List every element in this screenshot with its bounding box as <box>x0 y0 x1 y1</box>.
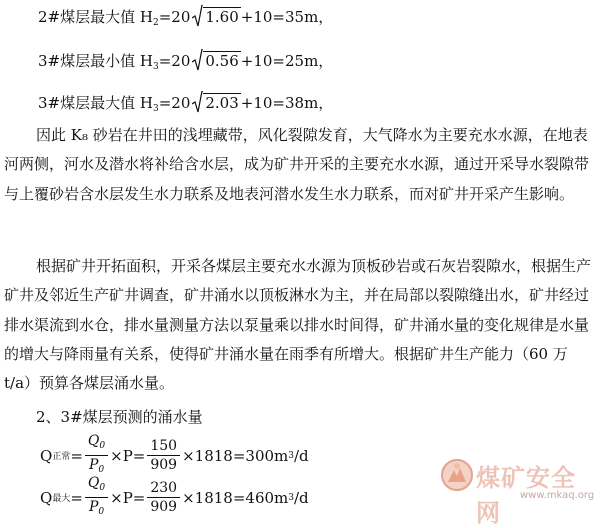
q-subscript: 正常 <box>52 452 71 462</box>
unit-superscript: 3 <box>288 450 294 461</box>
paragraph-2-text: 根据矿井开拓面积，开采各煤层主要充水水源为顶板砂岩或石灰岩裂隙水，根据生产矿井及邻近生产矿井调查，矿井涌水以顶板淋水为主，并在局部以裂隙缝出水，矿井经过排水渠流到水仓，排水量测量方法以泵量乘以排水时间得，矿井涌水量的变化规律是水量的增大与降雨量有关系，使得矿井涌水量在雨季有所增大。根据矿井生产能力（60 万 t/a）预算各煤层涌水量。 <box>4 257 592 393</box>
q-symbol: Q <box>40 488 53 507</box>
formula-line <box>38 6 333 28</box>
flow-formula-normal <box>40 432 309 479</box>
radicand: 2.03 <box>205 94 239 112</box>
sqrt <box>192 8 240 26</box>
denominator-symbol: P <box>88 457 99 473</box>
formula-rest: +10=38m， <box>240 94 334 112</box>
sqrt <box>192 52 240 70</box>
watermark-text: 煤矿安全网 <box>476 464 576 527</box>
denominator-symbol: P <box>88 499 99 515</box>
fraction-symbolic <box>85 432 108 479</box>
watermark-url: www.mkaq.org <box>520 490 595 501</box>
paragraph-1 <box>4 121 598 209</box>
unit-superscript: 3 <box>288 492 294 503</box>
times-p: ×P= <box>110 488 146 507</box>
formula-rest: +10=35m， <box>240 8 334 26</box>
formula-line <box>38 92 333 114</box>
section-heading-text: 2、3#煤层预测的涌水量 <box>36 408 203 426</box>
sqrt <box>192 94 240 112</box>
section-heading <box>36 406 203 427</box>
formula-eq: =20 <box>158 8 191 26</box>
equals: = <box>70 446 83 465</box>
numerator-subscript: 0 <box>99 441 106 451</box>
q-subscript: 最大 <box>52 494 71 504</box>
paragraph-1-text: 因此 K₈ 砂岩在井田的浅埋藏带，风化裂隙发育，大气降水为主要充水水源，在地表河两侧，河水及潜水将补给含水层，成为矿井开采的主要充水水源，通过开采导水裂隙带与上覆砂岩含水层发生水力联系及地表河潜水发生水力联系，而对矿井开采产生影响。 <box>4 126 590 203</box>
formula-eq: =20 <box>158 52 191 70</box>
result: ×1818=300m <box>182 446 289 465</box>
numerator-value: 230 <box>147 479 180 498</box>
fraction-numeric <box>147 437 180 474</box>
formula-subscript: 3 <box>152 104 159 114</box>
formula-eq: =20 <box>158 94 191 112</box>
radical-sign <box>192 91 203 113</box>
radicand: 1.60 <box>205 8 239 26</box>
formula-subscript: 3 <box>152 62 159 72</box>
unit-tail: /d <box>294 488 309 507</box>
numerator-value: 150 <box>147 437 180 456</box>
denominator-subscript: 0 <box>98 465 105 475</box>
formula-rest: +10=25m， <box>240 52 334 70</box>
radical-sign <box>192 5 203 27</box>
formula-label: 2#煤层最大值 H <box>38 8 153 26</box>
times-p: ×P= <box>110 446 146 465</box>
radicand: 0.56 <box>205 52 239 70</box>
numerator-symbol: Q <box>87 475 100 491</box>
formula-subscript: 2 <box>152 18 159 28</box>
q-symbol: Q <box>40 446 53 465</box>
paragraph-2 <box>4 252 598 398</box>
fraction-numeric <box>147 479 180 516</box>
numerator-subscript: 0 <box>99 483 106 493</box>
numerator-symbol: Q <box>87 433 100 449</box>
result: ×1818=460m <box>182 488 289 507</box>
formula-label: 3#煤层最小值 H <box>38 52 153 70</box>
flow-formula-max <box>40 474 309 521</box>
radical-sign <box>192 49 203 71</box>
denominator-value: 909 <box>150 499 178 515</box>
denominator-subscript: 0 <box>98 507 105 517</box>
formula-label: 3#煤层最大值 H <box>38 94 153 112</box>
fraction-symbolic <box>85 474 108 521</box>
unit-tail: /d <box>294 446 309 465</box>
equals: = <box>70 488 83 507</box>
watermark-logo-icon <box>440 458 474 492</box>
formula-line <box>38 50 333 72</box>
denominator-value: 909 <box>150 457 178 473</box>
watermark <box>440 454 600 527</box>
